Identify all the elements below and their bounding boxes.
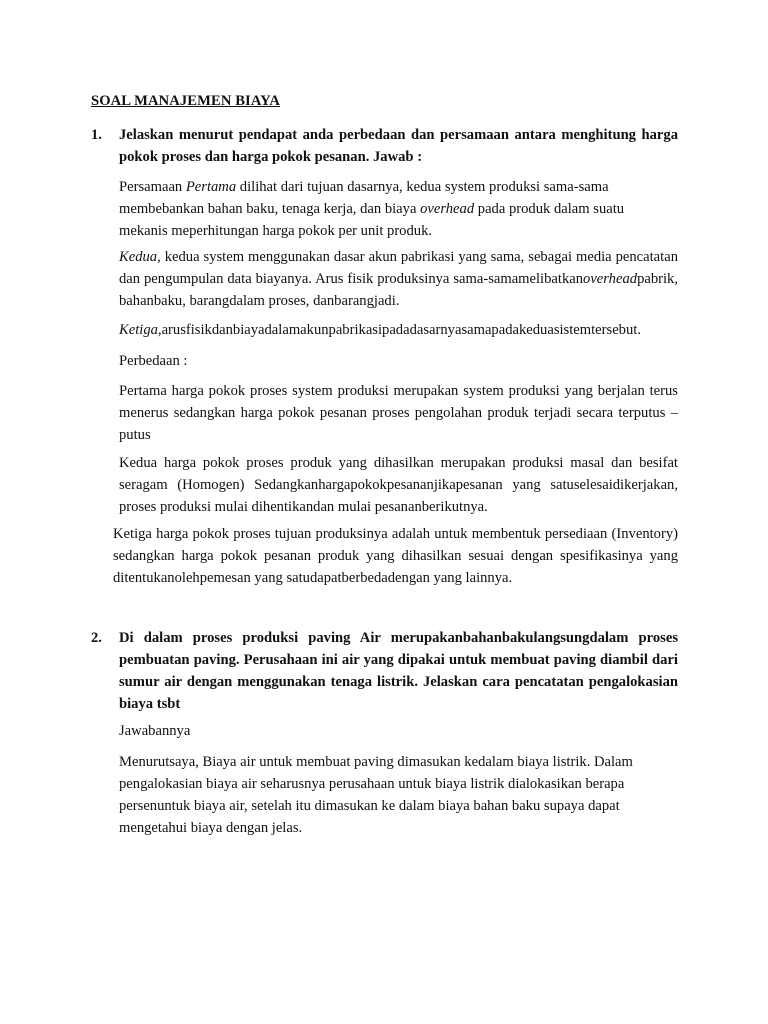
- persamaan-paragraph: [119, 176, 659, 242]
- question-2: [91, 627, 678, 715]
- persamaan-mid: dilihat dari tujuan dasarnya, kedua system produksi sama-sama membebankan bahan baku, tenaga kerja, dan biaya: [119, 179, 609, 217]
- question-1-text: Jelaskan menurut pendapat anda perbedaan dan persamaan antara menghitung harga pokok proses dan harga pokok pesanan. Jawab :: [119, 127, 678, 165]
- ketiga-italic: Ketiga,: [119, 322, 162, 338]
- kedua-mid: , kedua system menggunakan dasar akun pabrikasi yang sama, sebagai media pencatatan dan pengumpulan data biayanya. Arus fisik produksinya sama-samamelibatkan: [119, 249, 678, 287]
- kedua-italic: Kedua: [119, 249, 158, 265]
- perbedaan-label: Perbedaan :: [119, 353, 188, 369]
- kedua-paragraph: [119, 246, 678, 312]
- kedua-suffix: pabrik, bahanbaku, barangdalam proses, danbarangjadi.: [119, 271, 678, 309]
- jawaban-label: Jawabannya: [119, 723, 191, 739]
- persamaan-italic-pertama: Pertama: [185, 179, 237, 195]
- ketiga-suffix: arusfisikdanbiayadalamakunpabrikasipadadasarnyasamapadakeduasistemtersebut.: [161, 322, 641, 338]
- persamaan-prefix: Persamaan: [119, 179, 186, 195]
- perbedaan-ketiga-paragraph: Ketiga harga pokok proses tujuan produksinya adalah untuk membentuk persediaan (Inventory) sedangkan harga pokok pesanan produk yang dihasilkan sesuai dengan spesifikasinya yang ditentukanolehpemesan yang satudapatberbedadengan yang lainnya.: [113, 526, 678, 586]
- question-1-number: 1.: [91, 127, 102, 143]
- ketiga-paragraph: [119, 319, 678, 341]
- question-1: [91, 124, 678, 168]
- perbedaan-pertama-paragraph: Pertama harga pokok proses system produksi merupakan system produksi yang berjalan terus menerus sedangkan harga pokok pesanan proses pengolahan produk terjadi secara terputus – putus: [119, 383, 678, 443]
- document-title: SOAL MANAJEMEN BIAYA: [91, 93, 281, 109]
- kedua-italic-overhead: overhead: [583, 271, 638, 287]
- jawaban-paragraph: Menurutsaya, Biaya air untuk membuat paving dimasukan kedalam biaya listrik. Dalam pengalokasian biaya air seharusnya perusahaan untuk biaya listrik dialokasikan berapa persenuntuk biaya air, setelah itu dimasukan ke dalam biaya bahan baku supaya dapat mengetahui biaya dengan jelas.: [119, 754, 633, 836]
- persamaan-italic-overhead: overhead: [420, 201, 475, 217]
- question-2-text: Di dalam proses produksi paving Air merupakanbahanbakulangsungdalam proses pembuatan paving. Perusahaan ini air yang dipakai untuk membuat paving diambil dari sumur air dengan menggunakan tenaga listrik. Jelaskan cara pencatatan pengalokasian biaya tsbt: [119, 630, 678, 712]
- perbedaan-kedua-paragraph: Kedua harga pokok proses produk yang dihasilkan merupakan produksi masal dan besifat seragam (Homogen) Sedangkanhargapokokpesananjikapesanan yang satuselesaidikerjakan, proses produksi mulai dihentikandan mulai pesananberikutnya.: [119, 455, 678, 515]
- persamaan-suffix: pada produk dalam suatu mekanis meperhitungan harga pokok per unit produk.: [119, 201, 625, 239]
- question-2-number: 2.: [91, 630, 102, 646]
